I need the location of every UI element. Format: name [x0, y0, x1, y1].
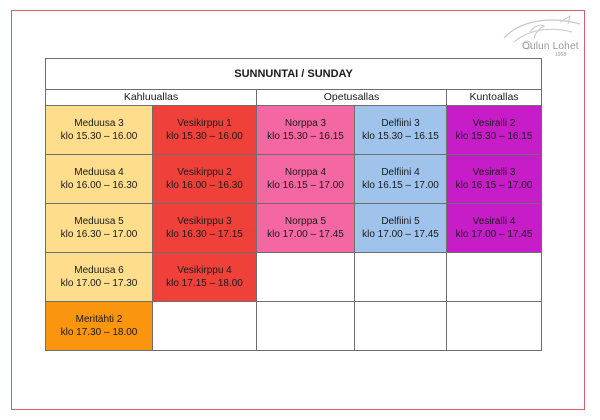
class-slot-norppa-5	[257, 204, 355, 253]
class-time: klo 15.30 – 16.00	[60, 131, 138, 142]
class-name: Norppa 4	[284, 167, 327, 178]
class-time: klo 17.30 – 18.00	[60, 327, 138, 338]
empty-cell	[153, 302, 257, 351]
class-name: Norppa 5	[284, 216, 327, 227]
class-time: klo 16.15 – 17.00	[455, 180, 533, 191]
class-slot-meduusa-3	[46, 106, 153, 155]
class-time: klo 15.30 – 16.15	[362, 131, 439, 142]
class-name: Norppa 3	[284, 118, 327, 129]
class-name: Vesiralli 3	[472, 167, 516, 178]
class-name: Meduusa 3	[74, 118, 124, 129]
class-slot-vesiralli-3	[447, 155, 542, 204]
class-name: Vesikirppu 2	[177, 167, 232, 178]
class-slot-meduusa-6	[46, 253, 153, 302]
class-slot-meduusa-5	[46, 204, 153, 253]
class-name: Delfiini 3	[381, 118, 420, 129]
class-name: Meduusa 4	[74, 167, 124, 178]
pool-kuntoallas: Kuntoallas	[447, 90, 542, 106]
class-slot-meritahti-2	[46, 302, 153, 351]
class-slot-norppa-3	[257, 106, 355, 155]
class-name: Vesiralli 2	[472, 118, 516, 129]
class-slot-vesikirppu-4	[153, 253, 257, 302]
class-slot-delfiini-3	[355, 106, 447, 155]
class-time: klo 17.15 – 18.00	[166, 278, 243, 289]
class-slot-meduusa-4	[46, 155, 153, 204]
class-name: Vesikirppu 1	[177, 118, 232, 129]
class-slot-vesiralli-2	[447, 106, 542, 155]
schedule-table	[45, 58, 542, 351]
class-slot-delfiini-5	[355, 204, 447, 253]
class-slot-norppa-4	[257, 155, 355, 204]
empty-cell	[257, 302, 355, 351]
pool-opetusallas: Opetusallas	[257, 90, 447, 106]
empty-cell	[447, 302, 542, 351]
empty-cell	[355, 253, 447, 302]
class-time: klo 16.15 – 17.00	[362, 180, 439, 191]
class-name: Vesikirppu 4	[177, 265, 232, 276]
class-time: klo 16.30 – 17.00	[60, 229, 138, 240]
logo-year: 1968	[555, 52, 567, 58]
class-time: klo 17.00 – 17.45	[455, 229, 533, 240]
class-name: Delfiini 5	[381, 216, 420, 227]
class-slot-vesiralli-4	[447, 204, 542, 253]
oulun-lohet-logo	[500, 12, 586, 62]
empty-cell	[257, 253, 355, 302]
class-time: klo 17.00 – 17.45	[267, 229, 344, 240]
class-time: klo 17.00 – 17.30	[60, 278, 138, 289]
class-name: Vesikirppu 3	[177, 216, 232, 227]
class-time: klo 17.00 – 17.45	[362, 229, 439, 240]
class-time: klo 16.30 – 17.15	[166, 229, 243, 240]
logo-text: Oulun Lohet	[522, 41, 579, 52]
class-time: klo 16.15 – 17.00	[267, 180, 344, 191]
class-name: Meduusa 5	[74, 216, 124, 227]
class-slot-vesikirppu-3	[153, 204, 257, 253]
empty-cell	[355, 302, 447, 351]
class-time: klo 15.30 – 16.15	[455, 131, 533, 142]
empty-cell	[447, 253, 542, 302]
class-time: klo 15.30 – 16.00	[166, 131, 243, 142]
class-name: Vesiralli 4	[472, 216, 516, 227]
class-time: klo 16.00 – 16.30	[60, 180, 138, 191]
class-name: Delfiini 4	[381, 167, 420, 178]
class-time: klo 15.30 – 16.15	[267, 131, 344, 142]
schedule-title: SUNNUNTAI / SUNDAY	[46, 59, 542, 90]
pool-kahluuallas: Kahluuallas	[46, 90, 257, 106]
class-name: Meduusa 6	[74, 265, 124, 276]
class-name: Meritähti 2	[75, 314, 123, 325]
class-time: klo 16.00 – 16.30	[166, 180, 243, 191]
class-slot-vesikirppu-1	[153, 106, 257, 155]
class-slot-vesikirppu-2	[153, 155, 257, 204]
class-slot-delfiini-4	[355, 155, 447, 204]
